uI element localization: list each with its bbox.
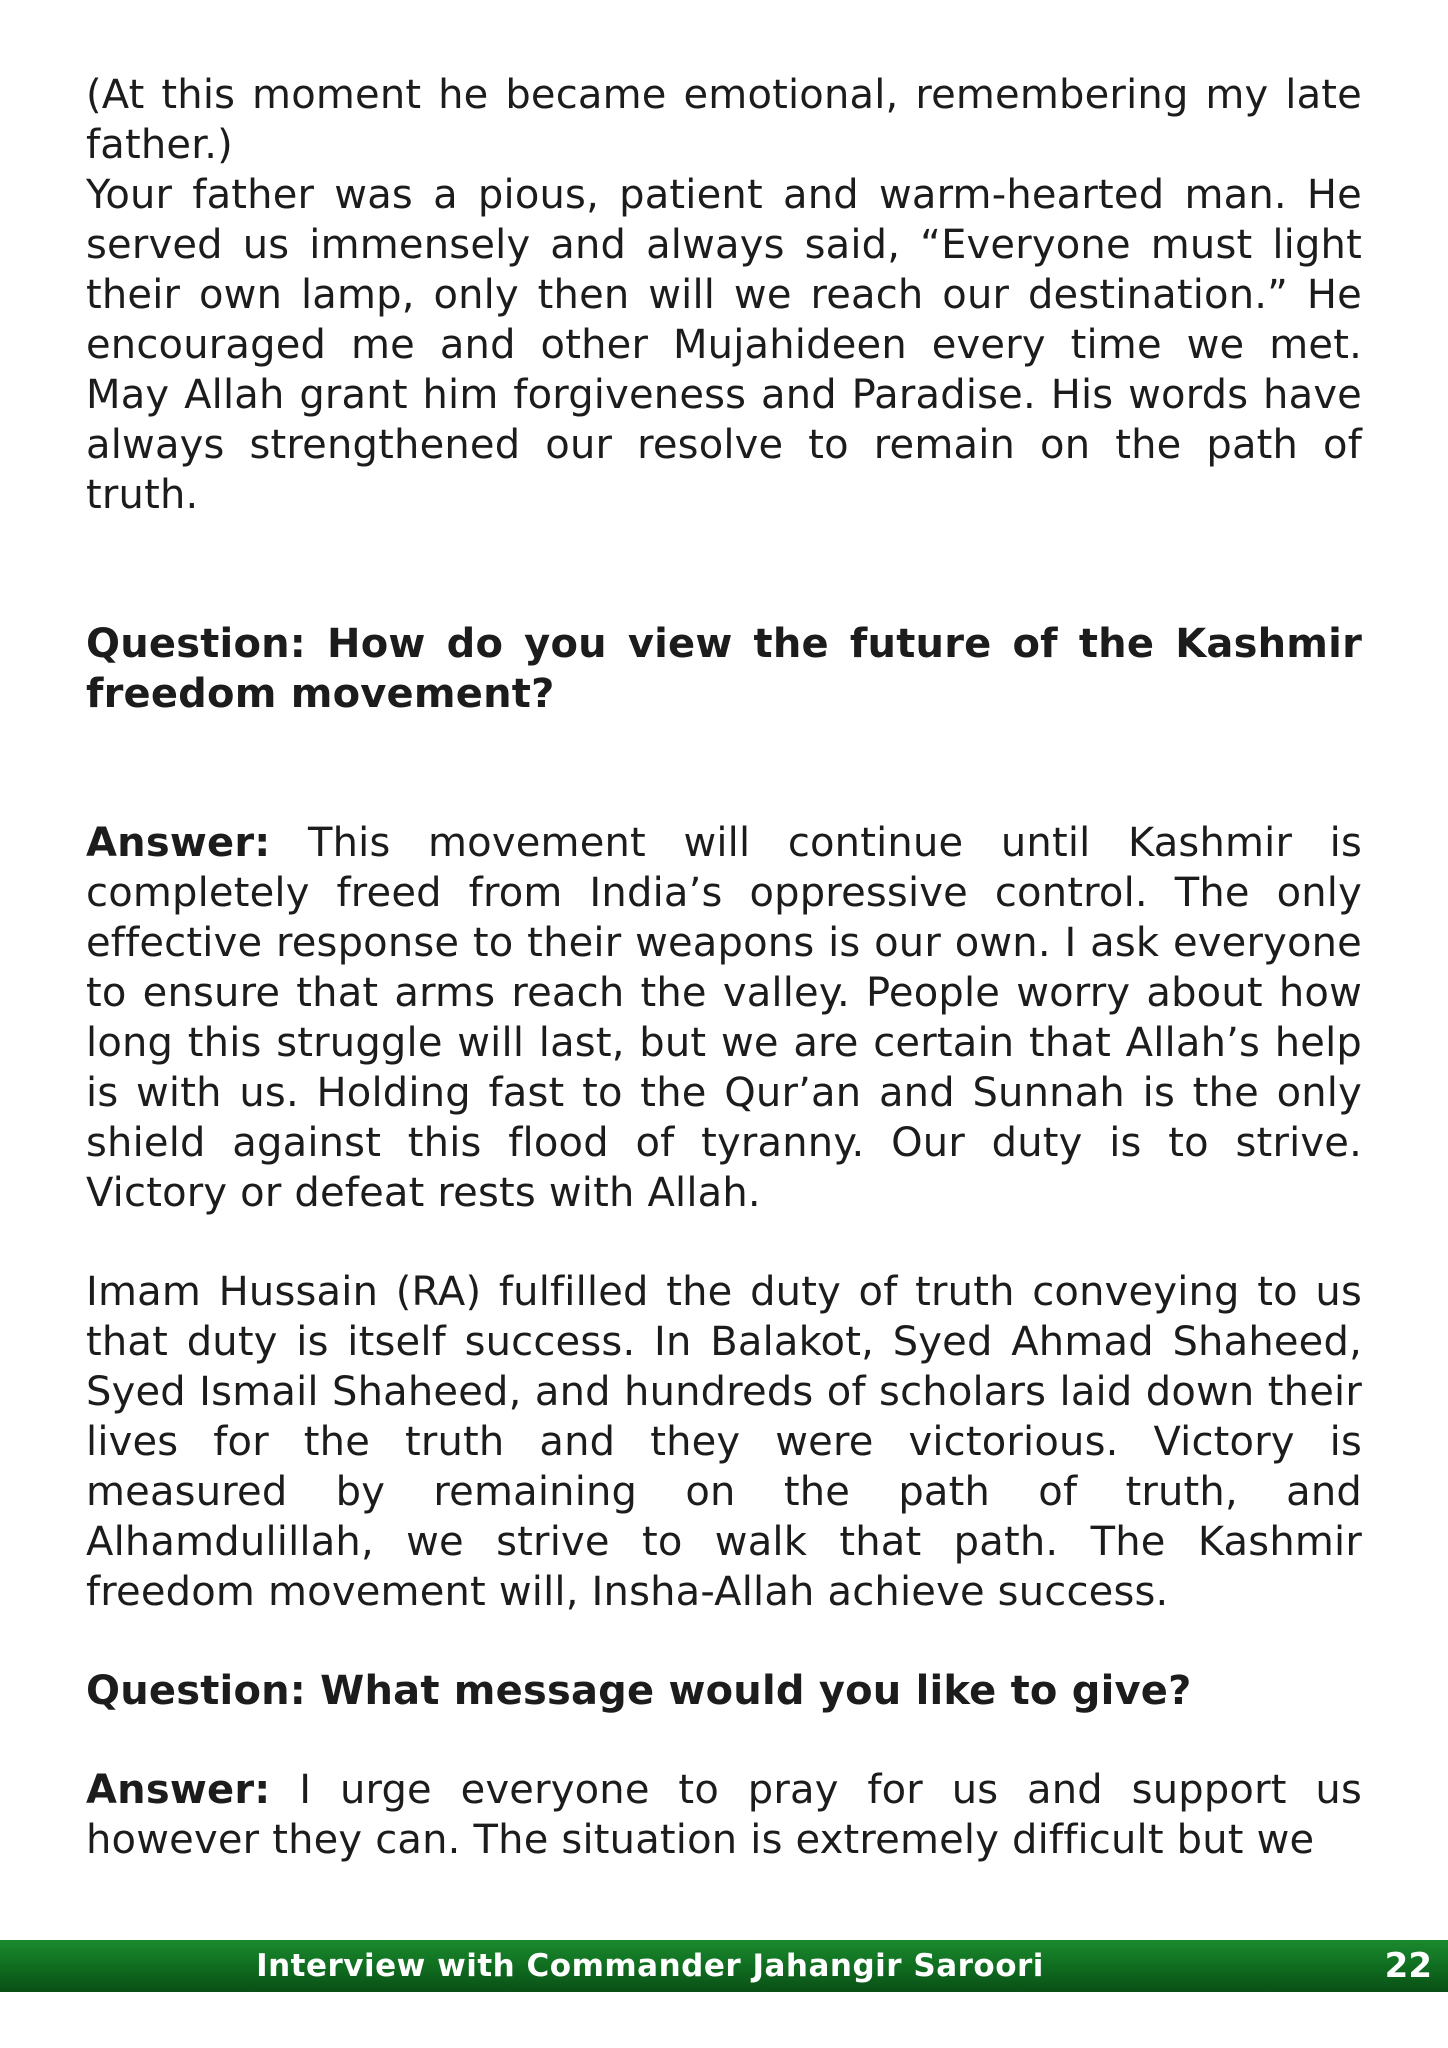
- page-content: [86, 70, 1362, 1865]
- page-number: 22: [1384, 1946, 1432, 1986]
- answer-future-movement: [86, 818, 1362, 1218]
- question-message: Question: What message would you like to give?: [86, 1668, 1192, 1714]
- paragraph-imam-hussain: Imam Hussain (RA) fulfilled the duty of truth conveying to us that duty is itself success. In Balakot, Syed Ahmad Shaheed, Syed Ismail Shaheed, and hundreds of scholars laid down their lives for the truth and they were victorious. Victory is measured by remaining on the path of truth, and Alhamdulillah, we strive to walk that path. The Kashmir freedom movement will, Insha-Allah achieve success.: [86, 1269, 1362, 1615]
- footer-title: Interview with Commander Jahangir Saroori: [256, 1948, 1044, 1984]
- question-future-movement: Question: How do you view the future of the Kashmir freedom movement?: [86, 621, 1362, 717]
- answer-label: Answer:: [86, 820, 271, 866]
- answer-text: This movement will continue until Kashmir is completely freed from India’s oppressive control. The only effective response to their weapons is our own. I ask everyone to ensure that arms reach the valley. People worry about how long this struggle will last, but we are certain that Allah’s help is with us. Holding fast to the Qur’an and Sunnah is the only shield against this flood of tyranny. Our duty is to strive. Victory or defeat rests with Allah.: [86, 820, 1362, 1216]
- footer-bar: [0, 1940, 1448, 1992]
- paragraph-emotional-note: (At this moment he became emotional, remembering my late father.): [86, 72, 1362, 168]
- answer-text: I urge everyone to pray for us and support us however they can. The situation is extremely difficult but we: [86, 1767, 1362, 1863]
- answer-message: [86, 1765, 1362, 1865]
- paragraph-father-memory: Your father was a pious, patient and warm-hearted man. He served us immensely and always said, “Everyone must light their own lamp, only then will we reach our destination.” He encouraged me and other Mujahideen every time we met. May Allah grant him forgiveness and Paradise. His words have always strengthened our resolve to remain on the path of truth.: [86, 172, 1362, 518]
- answer-label: Answer:: [86, 1767, 271, 1813]
